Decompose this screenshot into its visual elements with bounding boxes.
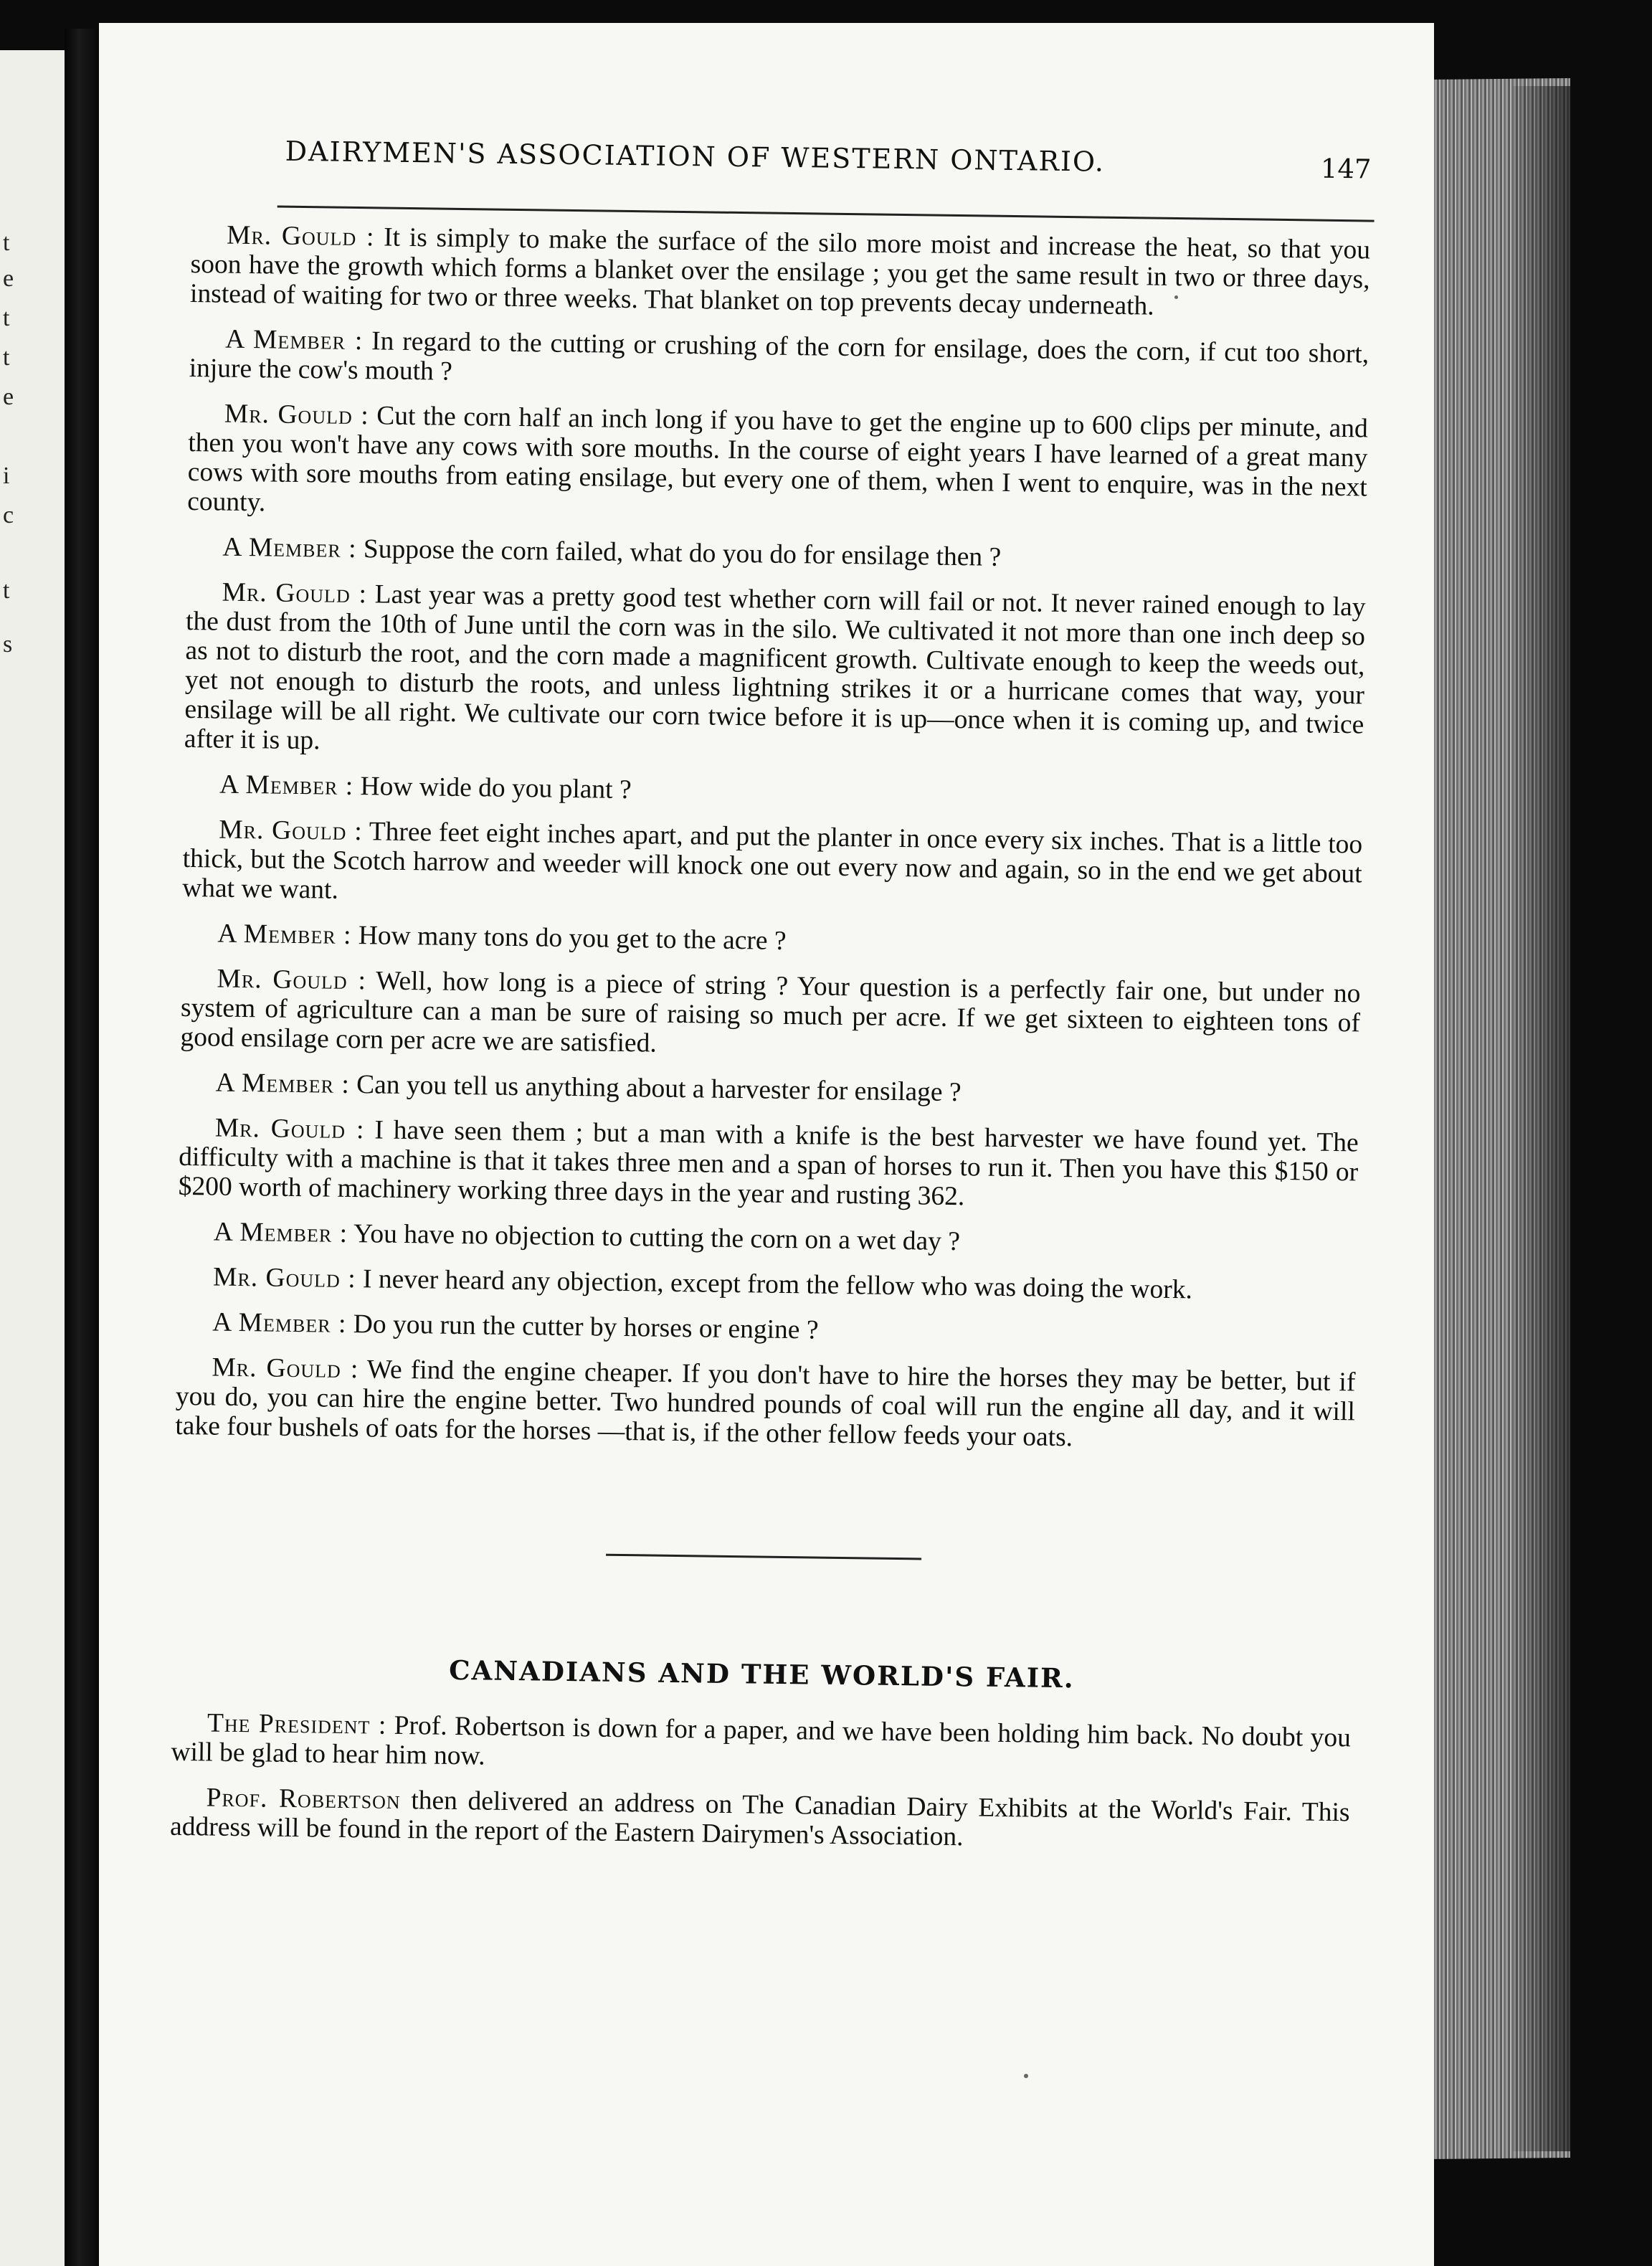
facing-page-letter: e [3, 384, 14, 410]
paragraph-text: I have seen them ; but a man with a knife is the best harvester we have found yet. The difficulty with a machine is that it takes three men and a span of horses to run it. Then you have this $150 or $200 worth of machinery working three days in the year and rusting 362. [178, 1115, 1359, 1212]
paragraph [184, 577, 1366, 769]
paragraph-text: Three feet eight inches apart, and put the planter in once every six inches. That is a little too thick, but the Scotch harrow and weeder will knock one out every now and again, so in the end we get about what we want. [181, 817, 1363, 905]
speaker-name: A Member : [213, 1217, 348, 1248]
speaker-name: Mr. Gould : [212, 1262, 356, 1294]
book-gutter [65, 29, 100, 2266]
page-content [170, 134, 1372, 1872]
speaker-name: Mr. Gould : [222, 577, 368, 610]
paragraph [180, 964, 1360, 1068]
paragraph [177, 1262, 1357, 1307]
paragraph-text: Suppose the corn failed, what do you do for ensilage then ? [356, 534, 1002, 572]
paragraph [170, 1783, 1350, 1857]
speaker-name: A Member : [224, 324, 364, 356]
speaker-name: A Member : [217, 919, 352, 951]
page-number: 147 [1320, 153, 1372, 185]
paragraph-text: Prof. Robertson is down for a paper, and we have been holding him back. No doubt you will be glad to hear him now. [171, 1710, 1352, 1771]
facing-page-letter: t [3, 229, 10, 256]
speaker-name: A Member : [212, 1307, 347, 1339]
paragraph-text: Last year was a pretty good test whether corn will fail or not. It never rained enough to lay the dust from the 10th of June until the corn was in the silo. We cultivated it not more than one inch deep so as not to disturb the root, and the corn made a magnificent growth. Cultivate enough to keep the weeds out, yet not enough to disturb the roots, and unless lightning strikes it or a hurricane comes that way, your ensilage will be all right. We cultivate our corn twice before it is up—once when it is coming up, and twice after it is up. [184, 579, 1366, 756]
paragraph [176, 1307, 1356, 1352]
paragraph [178, 1217, 1357, 1262]
dialogue-body [175, 220, 1370, 1456]
paragraph-text: How many tons do you get to the acre ? [351, 921, 787, 956]
paragraph [181, 919, 1361, 964]
facing-page-letter: i [3, 463, 10, 489]
header-rule [277, 206, 1375, 222]
paragraph [186, 532, 1366, 577]
facing-page-letter: t [3, 577, 10, 604]
paragraph-text: It is simply to make the surface of the silo more moist and increase the heat, so that you soon have the growth which forms a blanket over the ensilage ; you get the same result in two or three days, instead of waiting for two or three weeks. That blanket on top prevents decay underneath. [189, 222, 1371, 321]
speaker-name: The President : [206, 1708, 387, 1740]
speaker-name: Mr. Gould : [214, 1113, 365, 1145]
speaker-name: Mr. Gould : [224, 399, 370, 431]
facing-page-letter: e [3, 265, 14, 292]
paragraph [179, 1068, 1359, 1113]
paragraph [179, 1113, 1359, 1217]
section-divider [606, 1554, 921, 1560]
speck [1024, 2074, 1028, 2078]
paragraph [190, 220, 1370, 324]
paragraph-text: You have no objection to cutting the corn on a wet day ? [347, 1218, 961, 1257]
paragraph [189, 324, 1369, 399]
running-title: DAIRYMEN'S ASSOCIATION OF WESTERN ONTARIO. [285, 135, 1106, 178]
paragraph [171, 1708, 1351, 1783]
paragraph-text: Do you run the cutter by horses or engine ? [346, 1309, 819, 1345]
facing-page-letter: t [3, 305, 10, 331]
running-head [191, 134, 1372, 207]
speaker-name: A Member : [222, 532, 357, 564]
paragraph [175, 1352, 1355, 1456]
facing-page-letter: s [3, 631, 13, 658]
speaker-name: A Member : [219, 769, 354, 802]
paragraph-text: I never heard any objection, except from the fellow who was doing the work. [356, 1264, 1193, 1305]
paragraph-text: Cut the corn half an inch long if you have to get the engine up to 600 clips per minute, and then you won't have any cows with sore mouths. In the course of eight years I have learned of a great many cows with sore mouths from eating ensilage, but every one of them, when I went to enquire, was in the next county. [187, 401, 1369, 518]
facing-page-letter: c [3, 502, 14, 528]
paragraph [182, 815, 1362, 919]
paragraph-text: Well, how long is a piece of string ? Your question is a perfectly fair one, but under no system of agriculture can a man be sure of raising so much per acre. If we get sixteen to eighteen tons of good ensilage corn per acre we are satisfied. [180, 966, 1361, 1058]
speaker-name: Mr. Gould : [219, 815, 363, 847]
section-body [170, 1708, 1351, 1857]
facing-page-letter: t [3, 344, 10, 371]
section-heading: CANADIANS AND THE WORLD'S FAIR. [448, 1654, 1076, 1694]
speaker-name: Prof. Robertson [206, 1783, 402, 1816]
speaker-name: Mr. Gould : [212, 1352, 359, 1385]
paragraph [184, 769, 1363, 815]
speaker-name: Mr. Gould : [217, 964, 367, 996]
paragraph-text: Can you tell us anything about a harvester for ensilage ? [349, 1069, 962, 1108]
paragraph-text: How wide do you plant ? [353, 772, 632, 805]
book-page [99, 23, 1434, 2266]
page-edges-shadow [1513, 86, 1570, 2151]
paragraph-text: We find the engine cheaper. If you don't have to hire the horses they may be better, but if you do, you can hire the engine better. Two hundred pounds of coal will run the engine all day, and it will take four bushels of oats for the horses —that is, if the other fellow feeds your oats. [175, 1355, 1356, 1453]
speaker-name: A Member : [215, 1068, 351, 1099]
paragraph [187, 399, 1368, 532]
speaker-name: Mr. Gould : [226, 220, 375, 252]
paragraph-text: In regard to the cutting or crushing of the corn for ensilage, does the corn, if cut too short, injure the cow's mouth ? [189, 326, 1369, 387]
paragraph-text: then delivered an address on The Canadian Dairy Exhibits at the World's Fair. This address will be found in the report of the Eastern Dairymen's Association. [169, 1786, 1350, 1852]
facing-page-fragment [0, 50, 65, 2266]
